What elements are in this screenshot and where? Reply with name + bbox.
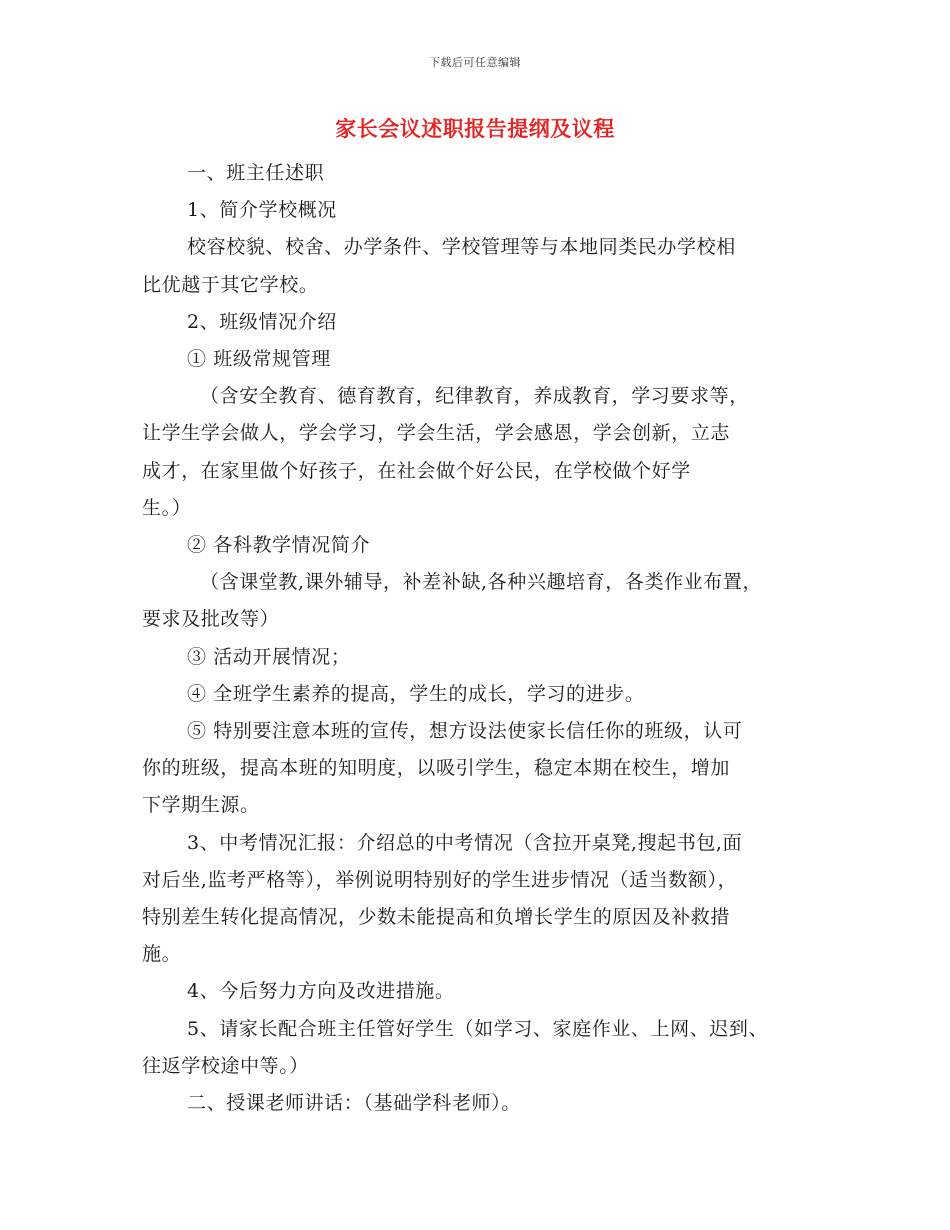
paragraph-line: ④ 全班学生素养的提高，学生的成长，学习的进步。 bbox=[187, 682, 645, 705]
paragraph-p8 bbox=[142, 564, 822, 638]
paragraph-line: 你的班级，提高本班的知明度，以吸引学生，稳定本期在校生，增加 bbox=[142, 757, 731, 780]
paragraph-p7 bbox=[142, 527, 822, 564]
paragraph-line: 1、简介学校概况 bbox=[187, 199, 337, 222]
document-title: 家长会议述职报告提纲及议程 bbox=[335, 116, 615, 141]
paragraph-line: 让学生学会做人，学会学习，学会生活，学会感恩，学会创新，立志 bbox=[142, 422, 731, 445]
paragraph-line: 往返学校途中等。） bbox=[142, 1054, 309, 1077]
paragraph-line: 2、班级情况介绍 bbox=[187, 310, 337, 333]
paragraph-line: 比优越于其它学校。 bbox=[142, 273, 319, 296]
paragraph-p14 bbox=[142, 1011, 822, 1085]
paragraph-line: 3、中考情况汇报：介绍总的中考情况（含拉开桌凳,搜起书包,面 bbox=[187, 831, 743, 854]
document-body bbox=[142, 155, 822, 1122]
paragraph-line: （含课堂教,课外辅导，补差补缺,各种兴趣培育，各类作业布置， bbox=[200, 571, 763, 594]
paragraph-p9 bbox=[142, 639, 822, 676]
paragraph-line: 二、授课老师讲话：（基础学科老师）。 bbox=[187, 1092, 521, 1115]
paragraph-line: 4、今后努力方向及改进措施。 bbox=[187, 980, 455, 1003]
header-note: 下载后可任意编辑 bbox=[429, 56, 521, 69]
paragraph-p10 bbox=[142, 676, 822, 713]
paragraph-p3 bbox=[142, 229, 822, 303]
paragraph-p11 bbox=[142, 713, 822, 825]
paragraph-line: 下学期生源。 bbox=[142, 794, 260, 817]
paragraph-line: 生。） bbox=[142, 496, 192, 519]
paragraph-p5 bbox=[142, 341, 822, 378]
paragraph-line: 5、请家长配合班主任管好学生（如学习、家庭作业、上网、迟到、 bbox=[187, 1017, 769, 1040]
paragraph-p13 bbox=[142, 973, 822, 1010]
paragraph-line: 施。 bbox=[142, 943, 182, 966]
paragraph-line: ① 班级常规管理 bbox=[187, 348, 331, 371]
paragraph-line: （含安全教育、德育教育，纪律教育，养成教育，学习要求等， bbox=[200, 385, 749, 408]
paragraph-p2 bbox=[142, 192, 822, 229]
paragraph-p6 bbox=[142, 378, 822, 527]
paragraph-p4 bbox=[142, 304, 822, 341]
paragraph-p15 bbox=[142, 1085, 822, 1122]
paragraph-line: 对后坐,监考严格等），举例说明特别好的学生进步情况（适当数额）， bbox=[142, 868, 738, 891]
paragraph-line: 校容校貌、校舍、办学条件、学校管理等与本地同类民办学校相 bbox=[187, 236, 736, 259]
paragraph-p12 bbox=[142, 825, 822, 974]
paragraph-line: 特别差生转化提高情况，少数未能提高和负增长学生的原因及补救措 bbox=[142, 906, 731, 929]
paragraph-line: 要求及批改等） bbox=[142, 608, 280, 631]
paragraph-line: ③ 活动开展情况； bbox=[187, 645, 351, 668]
paragraph-line: 成才，在家里做个好孩子，在社会做个好公民，在学校做个好学 bbox=[142, 459, 691, 482]
paragraph-line: ⑤ 特别要注意本班的宣传，想方设法使家长信任你的班级，认可 bbox=[187, 720, 743, 743]
paragraph-line: 一、班主任述职 bbox=[187, 162, 325, 184]
paragraph-line: ② 各科教学情况简介 bbox=[187, 534, 371, 557]
paragraph-p1 bbox=[142, 155, 822, 192]
